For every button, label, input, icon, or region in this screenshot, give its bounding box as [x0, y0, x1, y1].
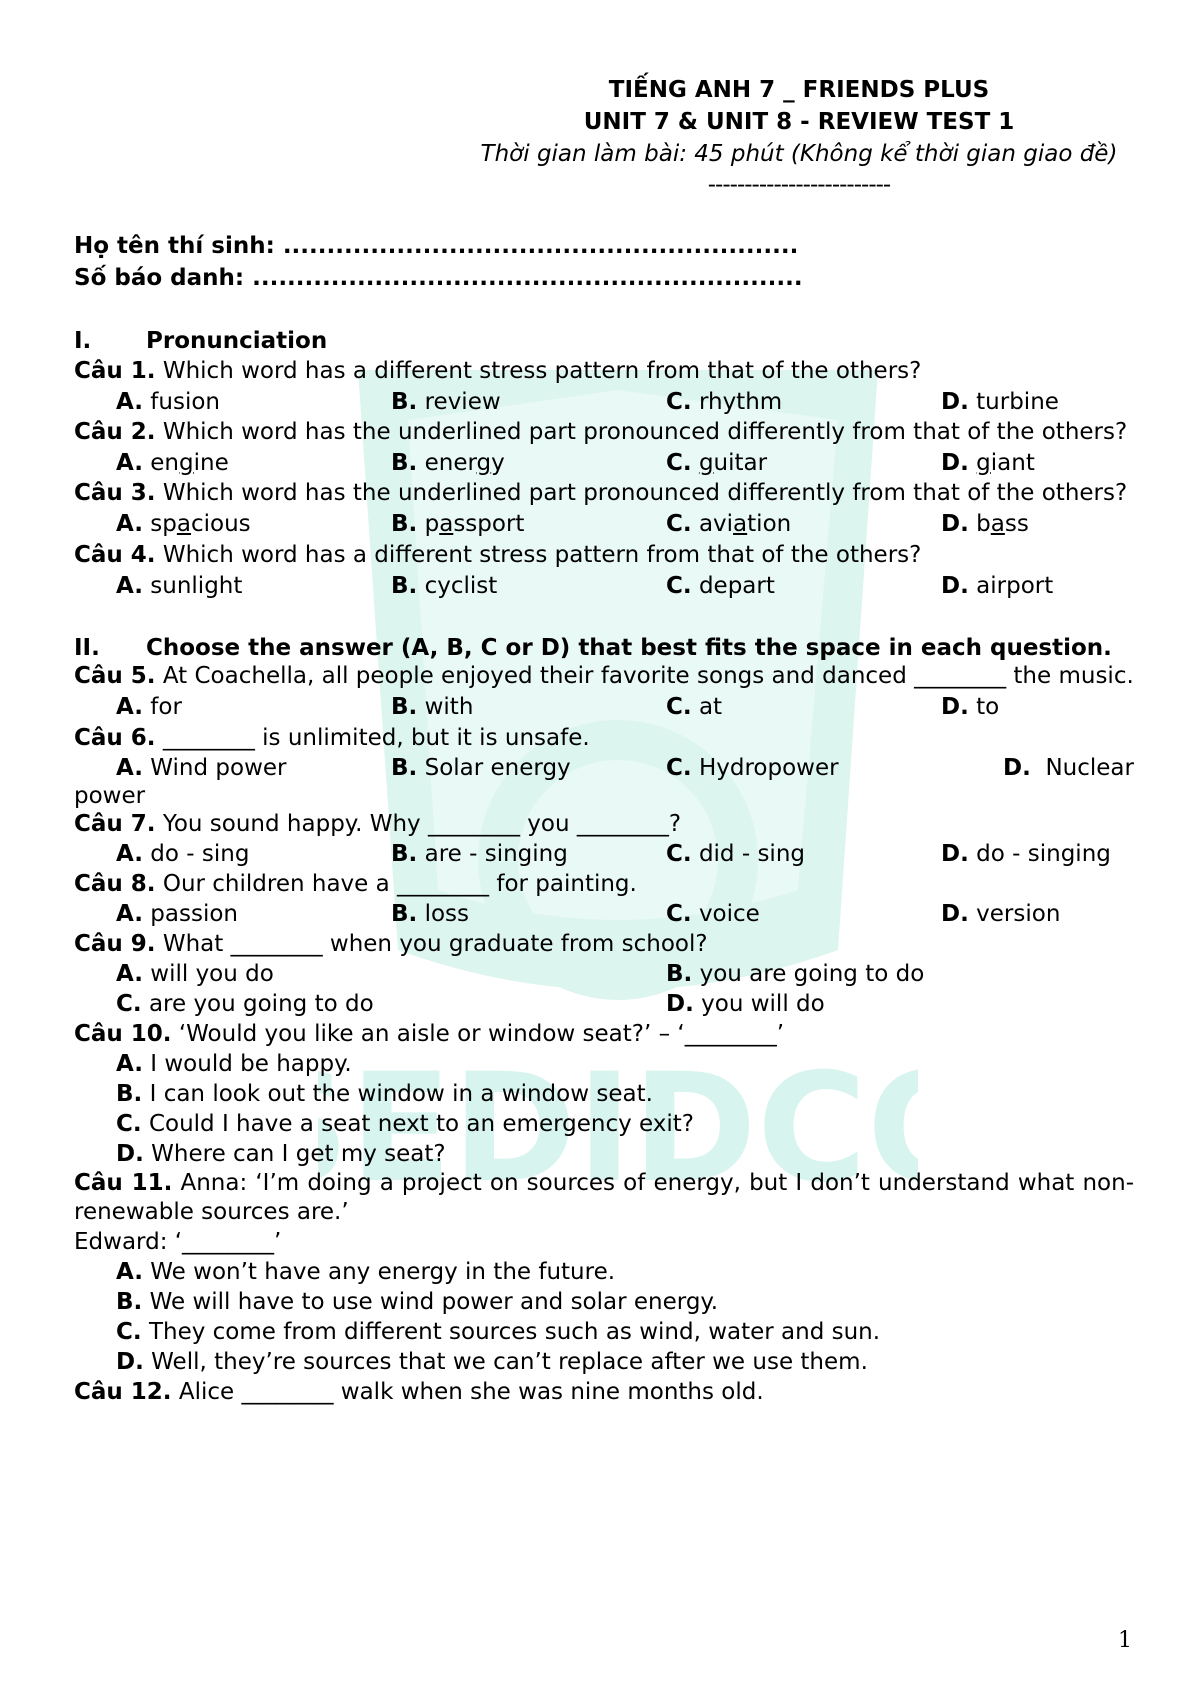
- question-label: Câu 7.: [74, 811, 156, 837]
- section-title: Choose the answer (A, B, C or D) that best fits the space in each question.: [146, 635, 1112, 661]
- option-d[interactable]: D. Where can I get my seat?: [116, 1141, 446, 1167]
- option-d[interactable]: D. airport: [941, 573, 1054, 599]
- question-9-options-row2: [74, 989, 1134, 1019]
- option-c[interactable]: C. guitar: [666, 450, 768, 476]
- option-c[interactable]: C. depart: [666, 573, 775, 599]
- option-a[interactable]: A. Wind power: [116, 755, 287, 781]
- option-c[interactable]: C. did - sing: [666, 841, 805, 867]
- option-b[interactable]: B. loss: [391, 901, 470, 927]
- option-d[interactable]: D. version: [941, 901, 1061, 927]
- question-label: Câu 10.: [74, 1021, 172, 1047]
- option-c[interactable]: C. Could I have a seat next to an emergency exit?: [116, 1111, 695, 1137]
- page-number: 1: [1118, 1628, 1132, 1653]
- option-c[interactable]: C. They come from different sources such as wind, water and sun.: [116, 1319, 881, 1345]
- question-label: Câu 9.: [74, 931, 156, 957]
- section-number: I.: [74, 328, 92, 354]
- question-text: ‘Would you like an aisle or window seat?’ – ‘________’: [171, 1021, 785, 1047]
- question-3: [74, 479, 1134, 508]
- option-b[interactable]: B. are - singing: [391, 841, 568, 867]
- question-label: Câu 2.: [74, 419, 156, 445]
- option-a[interactable]: A. for: [116, 694, 182, 720]
- option-b[interactable]: B. you are going to do: [666, 961, 925, 987]
- section-2-heading: [74, 634, 1134, 662]
- question-8: [74, 869, 1134, 899]
- question-text: What ________ when you graduate from school?: [155, 931, 708, 957]
- question-9: [74, 929, 1134, 959]
- option-a[interactable]: A. spacious: [116, 511, 251, 537]
- option-d[interactable]: D. bass: [941, 511, 1029, 537]
- question-2: [74, 418, 1134, 447]
- section-1-heading: [74, 326, 1134, 356]
- option-a[interactable]: A. passion: [116, 901, 238, 927]
- exam-header: [404, 74, 1194, 200]
- option-d[interactable]: D. turbine: [941, 389, 1059, 415]
- question-text: You sound happy. Why ________ you ________?: [155, 811, 682, 837]
- question-text: Which word has the underlined part pronounced differently from that of the others?: [155, 480, 1128, 506]
- option-c[interactable]: C. aviation: [666, 511, 792, 537]
- question-5-options: [74, 691, 1134, 723]
- option-b[interactable]: B. I can look out the window in a window seat.: [116, 1081, 653, 1107]
- section-title: Pronunciation: [146, 328, 328, 354]
- option-b[interactable]: B. energy: [391, 450, 505, 476]
- option-c[interactable]: C. at: [666, 694, 723, 720]
- question-text: Which word has the underlined part pronounced differently from that of the others?: [155, 419, 1128, 445]
- question-11-response: Edward: ‘________’: [74, 1229, 282, 1255]
- option-d[interactable]: D. Well, they’re sources that we can’t replace after we use them.: [116, 1349, 868, 1375]
- section-number: II.: [74, 635, 100, 661]
- question-label: Câu 4.: [74, 542, 156, 568]
- question-text: Which word has a different stress pattern from that of the others?: [155, 358, 922, 384]
- option-d[interactable]: D. to: [941, 694, 1000, 720]
- option-b[interactable]: B. Solar energy: [391, 755, 571, 781]
- exam-time: Thời gian làm bài: 45 phút (Không kể thời gian giao đề): [480, 141, 1118, 167]
- question-12: [74, 1377, 1134, 1407]
- question-text: Alice ________ walk when she was nine months old.: [171, 1379, 764, 1405]
- option-a[interactable]: A. fusion: [116, 389, 220, 415]
- question-7: [74, 809, 1134, 839]
- question-text: ________ is unlimited, but it is unsafe.: [155, 725, 590, 751]
- option-c[interactable]: C. voice: [666, 901, 760, 927]
- question-3-options: [74, 508, 1134, 540]
- option-d[interactable]: D. Nuclear: [1003, 755, 1134, 781]
- question-4-options: [74, 570, 1134, 602]
- exam-page: [74, 74, 1134, 1407]
- question-label: Câu 12.: [74, 1379, 172, 1405]
- watermark-text: EDIDC: [349, 1042, 867, 1216]
- option-d[interactable]: D. you will do: [666, 991, 825, 1017]
- question-2-options: [74, 447, 1134, 479]
- option-a[interactable]: A. sunlight: [116, 573, 243, 599]
- question-label: Câu 6.: [74, 725, 156, 751]
- option-d-continuation: power: [74, 783, 146, 809]
- option-b[interactable]: B. We will have to use wind power and solar energy.: [116, 1289, 719, 1315]
- question-label: Câu 1.: [74, 358, 156, 384]
- question-11: [74, 1169, 1134, 1227]
- question-text: At Coachella, all people enjoyed their favorite songs and danced ________ the music.: [155, 663, 1134, 689]
- exam-title: TIẾNG ANH 7 _ FRIENDS PLUS: [608, 77, 990, 103]
- question-text: Anna: ‘I’m doing a project on sources of energy, but I don’t understand what non-renewable sources are.’: [74, 1170, 1134, 1225]
- question-7-options: [74, 839, 1134, 869]
- question-9-options-row1: [74, 959, 1134, 989]
- question-label: Câu 5.: [74, 663, 156, 689]
- option-b[interactable]: B. passport: [391, 511, 525, 537]
- question-6: [74, 723, 1134, 753]
- option-b[interactable]: B. review: [391, 389, 501, 415]
- option-b[interactable]: B. cyclist: [391, 573, 498, 599]
- option-c[interactable]: C. Hydropower: [666, 755, 839, 781]
- option-a[interactable]: A. do - sing: [116, 841, 250, 867]
- question-4: [74, 540, 1134, 570]
- student-name-line: Họ tên thí sinh: ...........................................................: [74, 233, 799, 259]
- question-text: Which word has a different stress pattern from that of the others?: [155, 542, 922, 568]
- question-label: Câu 11.: [74, 1170, 173, 1196]
- student-id-line: Số báo danh: ...............................................................: [74, 265, 803, 291]
- option-d[interactable]: D. giant: [941, 450, 1035, 476]
- option-d[interactable]: D. do - singing: [941, 841, 1111, 867]
- question-5: [74, 662, 1134, 691]
- option-a[interactable]: A. I would be happy.: [116, 1051, 352, 1077]
- question-1-options: [74, 386, 1134, 418]
- option-a[interactable]: A. will you do: [116, 961, 274, 987]
- question-text: Our children have a ________ for painting.: [155, 871, 637, 897]
- student-info: [74, 230, 1134, 294]
- option-a[interactable]: A. We won’t have any energy in the future.: [116, 1259, 616, 1285]
- question-label: Câu 3.: [74, 480, 156, 506]
- option-c[interactable]: C. are you going to do: [116, 991, 374, 1017]
- option-a[interactable]: A. engine: [116, 450, 229, 476]
- exam-subtitle: UNIT 7 & UNIT 8 - REVIEW TEST 1: [583, 109, 1015, 135]
- option-c[interactable]: C. rhythm: [666, 389, 783, 415]
- question-label: Câu 8.: [74, 871, 156, 897]
- question-8-options: [74, 899, 1134, 929]
- question-6-options: [74, 753, 1134, 783]
- option-b[interactable]: B. with: [391, 694, 474, 720]
- question-1: [74, 356, 1134, 386]
- question-10: [74, 1019, 1134, 1049]
- header-divider: -------------------------: [707, 172, 891, 198]
